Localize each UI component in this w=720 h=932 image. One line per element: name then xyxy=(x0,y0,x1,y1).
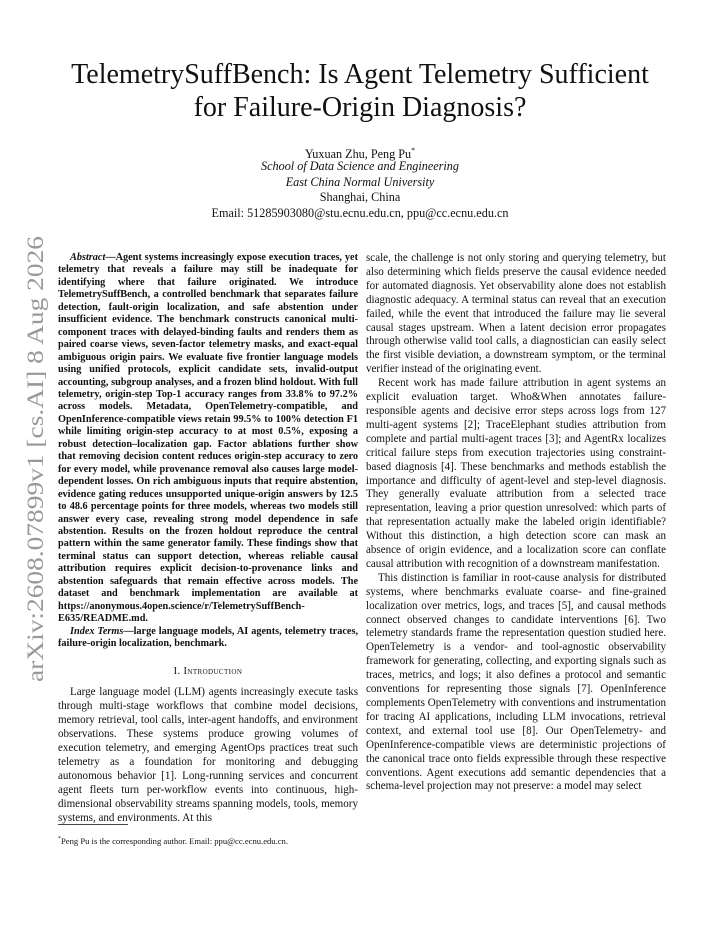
footnote-mark: * xyxy=(58,836,61,842)
affiliation-city: Shanghai, China xyxy=(319,190,401,204)
paper-title xyxy=(40,58,680,124)
affiliation-school: School of Data Science and Engineering xyxy=(261,159,459,173)
intro-paragraph-1-continued: scale, the challenge is not only storing and querying telemetry, but also determining which fields preserve the causal evidence needed for automated diagnosis. Yet observability alone does not establish diagnostic adequacy. A terminal status can reveal that an execution failed, while the event that introduced the failure may lie several causal stages upstream. When a latent decision error propagates through otherwise valid tool calls, a diagnostician can easily select the first visible deviation, a downstream symptom, or the terminal verifier instead of the originating event. xyxy=(366,252,666,376)
affiliation-university: East China Normal University xyxy=(285,174,435,189)
right-column xyxy=(366,252,666,794)
intro-paragraph-1: Large language model (LLM) agents increasingly execute tasks through multi-stage workflows that combine model decisions, memory retrieval, tool calls, inter-agent handoffs, and environment observations. These systems produce growing volumes of execution telemetry, and emerging AgentOps practices treat such telemetry as a foundation for monitoring and debugging autonomous behavior [1]. Long-running services and concurrent agent fleets turn per-workflow events into continuous, high-dimensional observability streams spanning models, tools, memory systems, and environments. At this xyxy=(58,686,358,824)
intro-paragraph-2: Recent work has made failure attribution in agent systems an explicit evaluation target. Who&When annotates failure-responsible agents and decisive error steps across logs from 127 multi-agent systems [2]; TraceElephant studies attribution from complete and partial multi-agent traces [3]; and AgentRx localizes critical failure steps from execution trajectories using constraint-based diagnosis [4]. These benchmarks and methods establish the importance and difficulty of agent-level and step-level diagnosis. They generally evaluate attribution from a selected trace representation, leaving a prior question unresolved: which parts of that representation actually make the labeled origin identifiable? Without this distinction, a high detection score can mask an absence of origin evidence, and a localization score can conflate causal attribution with recognition of a downstream manifestation. xyxy=(366,377,666,570)
author-emails: Email: 51285903080@stu.ecnu.edu.cn, ppu@cc.ecnu.edu.cn xyxy=(211,205,509,220)
title-line-2: for Failure-Origin Diagnosis? xyxy=(193,92,527,123)
corresponding-author-mark: * xyxy=(411,146,416,155)
arxiv-identifier: arXiv:2608.07899v1 [cs.AI] 8 Aug 2026 xyxy=(23,310,48,682)
left-column xyxy=(58,252,358,825)
abstract xyxy=(58,252,358,626)
arxiv-side-stamp xyxy=(9,236,53,682)
title-line-1: TelemetrySuffBench: Is Agent Telemetry Sufficient xyxy=(71,59,649,90)
index-terms-label: Index Terms xyxy=(70,625,124,637)
abstract-text: —Agent systems increasingly expose execution traces, yet telemetry that reveals a failure may still be inadequate for identifying where that failure originated. We introduce TelemetrySuffBench, a controlled benchmark that separates failure detection, fault-origin localization, and safe abstention under insufficient evidence. The benchmark constructs canonical multi-component traces with delayed-binding faults and renders them as paired coarse views, seven-factor telemetry masks, and exact-equal ambiguous origin pairs. We evaluate five frontier language models using unified protocols, explicit candidate sets, invalid-output accounting, subgroup analyses, and a frozen blind holdout. With full telemetry, origin-step Top-1 accuracy ranges from 33.8% to 97.2% across models. Metadata, OpenTelemetry-compatible, and OpenInference-compatible views retain 99.5% to 100% detection F1 while limiting origin-step accuracy to at most 0.5%, exposing a robust detection–localization gap. Factor ablations further show that removing decision content reduces origin-step accuracy to zero for every model, while provenance removal also causes large model-dependent losses. On rich ambiguous inputs that require abstention, evidence gating reduces unsupported unique-origin answers by 12.5 to 48.6 percentage points for three models, whereas two models still answer every case, revealing strong model dependence in safe abstention. Results on the frozen holdout reproduce the central pattern within the same generator family. These findings show that terminal status can support detection, whereas reliable causal attribution requires explicit decision-to-provenance links and abstention safeguards that remain effective across models. The dataset and benchmark implementation are available at https://anonymous.4open.science/r/TelemetrySuffBench-E635/README.md. xyxy=(58,252,358,625)
section-heading-introduction: I. Introduction xyxy=(173,665,243,677)
index-terms xyxy=(58,626,358,651)
index-terms-text: —large language models, AI agents, telemetry traces, failure-origin localization, benchmark. xyxy=(58,625,359,650)
footnote-divider xyxy=(58,824,128,825)
footnote xyxy=(58,834,358,847)
author-names: Yuxuan Zhu, Peng Pu xyxy=(304,147,412,162)
intro-paragraph-3: This distinction is familiar in root-cause analysis for distributed systems, where benchmarks evaluate coarse- and fine-grained localization over metrics, logs, and traces [5], and causal methods connect observed changes to candidate interventions [6]. Two telemetry standards frame the representation question studied here. OpenTelemetry is a vendor- and tool-agnostic observability framework for generating, collecting, and exporting signals such as traces, metrics, and logs; it also defines a protocol and semantic conventions for representing those signals [7]. OpenInference complements OpenTelemetry with conventions and instrumentation for tracing AI applications, including LLM invocations, retrieval context, and external tool use [8]. Our OpenTelemetry- and OpenInference-compatible views are deterministic projections of the canonical trace onto fields expressible through these respective conventions. Agent executions add semantic dependencies that a schema-level projection may not preserve: a model may select xyxy=(366,571,666,793)
affiliation-block xyxy=(60,159,660,221)
abstract-label: Abstract xyxy=(70,252,106,263)
footnote-text: Peng Pu is the corresponding author. Email: ppu@cc.ecnu.edu.cn. xyxy=(61,835,289,846)
